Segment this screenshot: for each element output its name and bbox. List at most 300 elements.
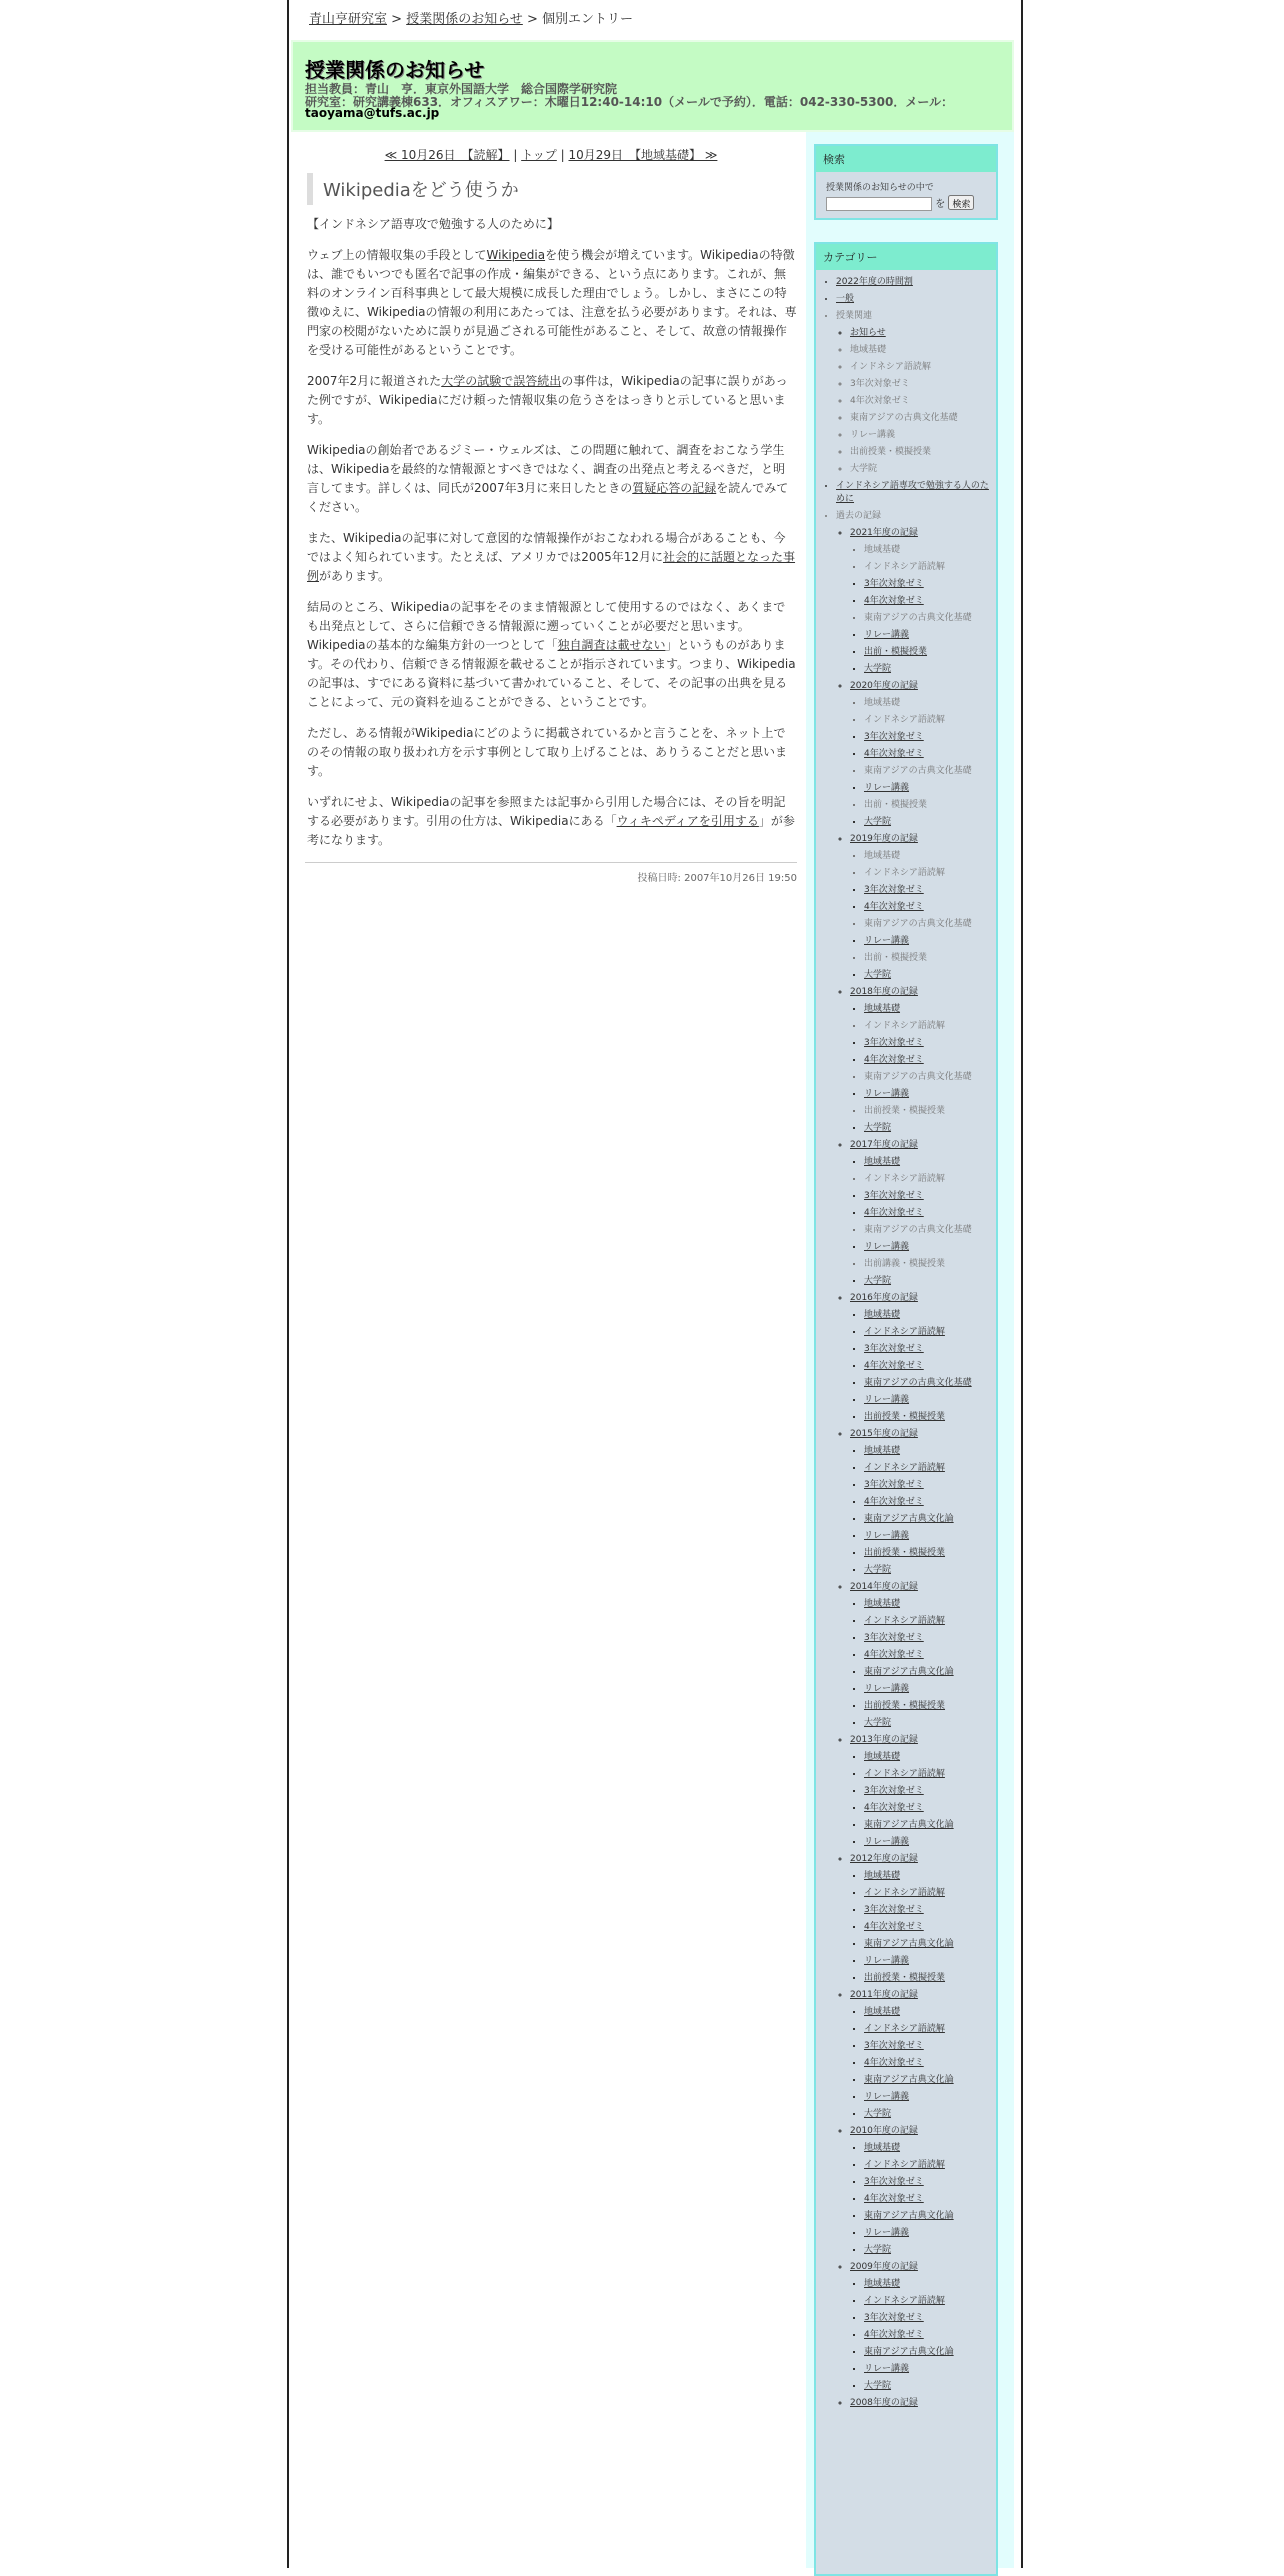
- paragraph-text: を読んでみてください。: [307, 481, 789, 514]
- social-case-link[interactable]: 社会的に話題となった事例: [307, 550, 796, 583]
- year-subcategory-item[interactable]: [864, 1868, 996, 1885]
- year-item-link[interactable]: 2019年度の記録: [850, 834, 918, 844]
- paragraph-text: いずれにせよ、Wikipediaの記事を参照または記事から引用した場合には、その旨を明記する必要があります。引用の仕方は、Wikipediaにある「: [307, 795, 786, 828]
- year-subcategory-item-link[interactable]: リレー講義: [864, 1837, 910, 1847]
- year-item[interactable]: [850, 2259, 996, 2395]
- year-subcategory-item[interactable]: [864, 627, 996, 644]
- year-subcategory-item-link[interactable]: 4年次対象ゼミ: [864, 2058, 924, 2068]
- site-banner: [291, 40, 1014, 132]
- year-subcategory-item-link[interactable]: 地域基礎: [864, 1752, 901, 1762]
- entry-paragraph: [307, 529, 797, 586]
- search-suffix: を: [935, 199, 946, 210]
- entry-paragraph: [307, 793, 797, 850]
- year-item[interactable]: [850, 1579, 996, 1732]
- year-item-link[interactable]: 2013年度の記録: [850, 1735, 918, 1745]
- year-subcategory-item[interactable]: [864, 1307, 996, 1324]
- teacher-info: 担当教員：青山 亨．東京外国語大学 総合国際学研究院: [305, 82, 618, 96]
- year-subcategory-item: [864, 797, 996, 814]
- year-subcategory-item[interactable]: [864, 1409, 996, 1426]
- year-subcategory-item[interactable]: [864, 1800, 996, 1817]
- year-subcategory-item[interactable]: [864, 2004, 996, 2021]
- year-subcategory-list: [850, 2276, 996, 2395]
- category-item-label: 授業関連: [836, 311, 873, 321]
- year-subcategory-item[interactable]: [864, 746, 996, 763]
- year-subcategory-item[interactable]: [864, 814, 996, 831]
- year-subcategory-item-link[interactable]: 4年次対象ゼミ: [864, 1922, 924, 1932]
- year-subcategory-item: [864, 1069, 996, 1086]
- nav-separator: |: [556, 148, 569, 162]
- year-subcategory-item-label: 出前講義・模擬授業: [864, 1259, 946, 1269]
- year-subcategory-item-label: 地域基礎: [864, 545, 901, 555]
- year-subcategory-item-link[interactable]: 3年次対象ゼミ: [864, 579, 924, 589]
- year-subcategory-item-link[interactable]: 大学院: [864, 664, 892, 674]
- paragraph-text: 」が参考になります。: [307, 814, 795, 847]
- year-subcategory-item-link[interactable]: 地域基礎: [864, 2279, 901, 2289]
- year-subcategory-item-link[interactable]: インドネシア語読解: [864, 1327, 945, 1337]
- category-item-label: 過去の記録: [836, 511, 882, 521]
- year-item[interactable]: [850, 831, 996, 984]
- year-subcategory-item[interactable]: [864, 1358, 996, 1375]
- year-subcategory-item-link[interactable]: 地域基礎: [864, 1310, 901, 1320]
- year-subcategory-item-link[interactable]: リレー講義: [864, 1531, 910, 1541]
- year-subcategory-item[interactable]: [864, 1477, 996, 1494]
- year-subcategory-item[interactable]: [864, 2310, 996, 2327]
- email-info: taoyama@tufs.ac.jp: [305, 106, 440, 120]
- year-subcategory-item: [864, 695, 996, 712]
- year-subcategory-item[interactable]: [864, 1392, 996, 1409]
- year-subcategory-item[interactable]: [864, 644, 996, 661]
- year-subcategory-item: [864, 1018, 996, 1035]
- year-subcategory-item: [864, 1103, 996, 1120]
- subcategory-item-label: 東南アジアの古典文化基礎: [850, 413, 958, 423]
- year-subcategory-item[interactable]: [864, 1698, 996, 1715]
- year-subcategory-item-link[interactable]: リレー講義: [864, 630, 910, 640]
- year-subcategory-item[interactable]: [864, 1902, 996, 1919]
- year-subcategory-item[interactable]: [864, 899, 996, 916]
- year-subcategory-item-link[interactable]: 大学院: [864, 817, 892, 827]
- breadcrumb: [309, 8, 633, 27]
- year-subcategory-item: [864, 848, 996, 865]
- year-subcategory-item-link[interactable]: 4年次対象ゼミ: [864, 1055, 924, 1065]
- subcategory-item-label: 3年次対象ゼミ: [850, 379, 910, 389]
- entry-paragraph: ただし、ある情報がWikipediaにどのように掲載されているかと言うことを、ネット上でのその情報の取り扱われ方を示す事例として取り上げることは、ありうることだと思います。: [307, 726, 788, 778]
- category-box: [814, 242, 998, 2576]
- year-subcategory-list: [850, 1307, 996, 1426]
- year-subcategory-item[interactable]: [864, 1715, 996, 1732]
- year-subcategory-list: [850, 1596, 996, 1732]
- year-subcategory-item[interactable]: [864, 729, 996, 746]
- subcategory-item[interactable]: [850, 325, 996, 342]
- year-subcategory-item-link[interactable]: 大学院: [864, 2109, 892, 2119]
- year-subcategory-item-label: 東南アジアの古典文化基礎: [864, 1225, 972, 1235]
- year-item[interactable]: [850, 678, 996, 831]
- year-subcategory-item[interactable]: [864, 1324, 996, 1341]
- year-subcategory-item-link[interactable]: 4年次対象ゼミ: [864, 596, 924, 606]
- year-subcategory-item-label: 出前授業・模擬授業: [864, 1106, 946, 1116]
- category-item-link[interactable]: 2022年度の時間割: [836, 277, 913, 287]
- year-item-link[interactable]: 2012年度の記録: [850, 1854, 918, 1864]
- year-item-link[interactable]: 2017年度の記録: [850, 1140, 918, 1150]
- year-subcategory-item[interactable]: [864, 1647, 996, 1664]
- subcategory-item: [850, 376, 996, 393]
- category-item[interactable]: [836, 291, 996, 308]
- year-subcategory-item[interactable]: [864, 1528, 996, 1545]
- year-subcategory-item-label: インドネシア語読解: [864, 562, 945, 572]
- year-subcategory-item-link[interactable]: 4年次対象ゼミ: [864, 749, 924, 759]
- year-subcategory-item[interactable]: [864, 1052, 996, 1069]
- year-subcategory-list: [850, 695, 996, 831]
- year-subcategory-item[interactable]: [864, 780, 996, 797]
- year-subcategory-item-label: 出前・模擬授業: [864, 953, 928, 963]
- year-subcategory-item-link[interactable]: 4年次対象ゼミ: [864, 2194, 924, 2204]
- year-subcategory-item[interactable]: [864, 1511, 996, 1528]
- year-subcategory-item-link[interactable]: 3年次対象ゼミ: [864, 2313, 924, 2323]
- subcategory-item: [850, 410, 996, 427]
- year-subcategory-item-link[interactable]: インドネシア語読解: [864, 1888, 945, 1898]
- year-subcategory-list: [850, 1443, 996, 1579]
- breadcrumb-category-link[interactable]: 授業関係のお知らせ: [406, 12, 523, 27]
- year-item[interactable]: [850, 2123, 996, 2259]
- subcategory-item: [850, 461, 996, 478]
- main-content: [305, 146, 797, 884]
- year-subcategory-item-link[interactable]: インドネシア語読解: [864, 1616, 945, 1626]
- subcategory-item: [850, 427, 996, 444]
- subcategory-item-label: 地域基礎: [850, 345, 887, 355]
- year-item[interactable]: [850, 1851, 996, 1987]
- year-item[interactable]: [850, 1290, 996, 1426]
- year-subcategory-item[interactable]: [864, 2038, 996, 2055]
- year-subcategory-item-label: 地域基礎: [864, 851, 901, 861]
- year-subcategory-item-link[interactable]: 3年次対象ゼミ: [864, 1786, 924, 1796]
- year-subcategory-item-link[interactable]: 地域基礎: [864, 1157, 901, 1167]
- year-subcategory-item[interactable]: [864, 1035, 996, 1052]
- year-subcategory-item[interactable]: [864, 933, 996, 950]
- prev-entry-link[interactable]: ≪ 10月26日 【読解】: [384, 148, 510, 162]
- year-subcategory-item[interactable]: [864, 967, 996, 984]
- year-subcategory-item[interactable]: [864, 2378, 996, 2395]
- year-subcategory-item-link[interactable]: 東南アジア古典文化論: [864, 2075, 954, 2085]
- page-container: [287, 0, 1023, 2568]
- year-subcategory-item-link[interactable]: 地域基礎: [864, 1446, 901, 1456]
- category-item: [836, 308, 996, 478]
- year-item-link[interactable]: 2015年度の記録: [850, 1429, 918, 1439]
- year-subcategory-item-link[interactable]: リレー講義: [864, 783, 910, 793]
- year-subcategory-item-link[interactable]: リレー講義: [864, 2092, 910, 2102]
- year-subcategory-item-link[interactable]: 4年次対象ゼミ: [864, 1803, 924, 1813]
- entry-title: Wikipediaをどう使うか: [307, 173, 797, 205]
- entry-paragraph: [307, 441, 797, 517]
- posted-date: 投稿日時: 2007年10月26日 19:50: [305, 862, 797, 884]
- year-subcategory-item-label: 地域基礎: [864, 698, 901, 708]
- paragraph-text: ウェブ上の情報収集の手段として: [307, 248, 487, 262]
- year-subcategory-item-link[interactable]: リレー講義: [864, 1395, 910, 1405]
- year-subcategory-item-link[interactable]: 東南アジアの古典文化基礎: [864, 1378, 972, 1388]
- year-subcategory-item[interactable]: [864, 1885, 996, 1902]
- category-item-link[interactable]: インドネシア語専攻で勉強する人のために: [836, 481, 989, 504]
- year-subcategory-item-link[interactable]: 3年次対象ゼミ: [864, 1480, 924, 1490]
- year-subcategory-item[interactable]: [864, 1664, 996, 1681]
- year-subcategory-list: [850, 2004, 996, 2123]
- search-input[interactable]: [826, 197, 932, 211]
- year-subcategory-item-link[interactable]: 3年次対象ゼミ: [864, 1191, 924, 1201]
- breadcrumb-home-link[interactable]: 青山亨研究室: [309, 12, 388, 27]
- year-subcategory-item-label: 出前・模擬授業: [864, 800, 928, 810]
- year-subcategory-item[interactable]: [864, 1817, 996, 1834]
- entry-paragraph: [307, 372, 797, 429]
- year-subcategory-item[interactable]: [864, 576, 996, 593]
- year-subcategory-item[interactable]: [864, 2055, 996, 2072]
- subcategory-item-label: インドネシア語読解: [850, 362, 931, 372]
- category-item-link[interactable]: 一般: [836, 294, 855, 304]
- year-subcategory-item[interactable]: [864, 1613, 996, 1630]
- year-subcategory-item[interactable]: [864, 2174, 996, 2191]
- year-subcategory-item-link[interactable]: 4年次対象ゼミ: [864, 1361, 924, 1371]
- category-item[interactable]: [836, 274, 996, 291]
- subcategory-item: [850, 359, 996, 376]
- year-subcategory-item[interactable]: [864, 1001, 996, 1018]
- year-subcategory-item-link[interactable]: 東南アジア古典文化論: [864, 1667, 954, 1677]
- year-subcategory-item[interactable]: [864, 1953, 996, 1970]
- year-subcategory-item-link[interactable]: 東南アジア古典文化論: [864, 2211, 954, 2221]
- year-item[interactable]: [850, 1137, 996, 1290]
- office-info: 研究室：研究講義棟633．オフィスアワー：木曜日12:40-14:10（メールで予約）．電話：042-330-5300．メール：: [305, 95, 954, 109]
- year-subcategory-item-link[interactable]: 出前授業・模擬授業: [864, 1412, 946, 1422]
- qa-record-link[interactable]: 質疑応答の記録: [632, 481, 717, 495]
- search-box: [814, 144, 998, 220]
- year-list: [836, 525, 996, 2412]
- year-subcategory-item-link[interactable]: リレー講義: [864, 2364, 910, 2374]
- year-item-link[interactable]: 2011年度の記録: [850, 1990, 918, 2000]
- year-subcategory-item[interactable]: [864, 1154, 996, 1171]
- year-item[interactable]: [850, 2395, 996, 2412]
- year-subcategory-item[interactable]: [864, 2021, 996, 2038]
- year-subcategory-item[interactable]: [864, 2191, 996, 2208]
- entry-paragraph: [307, 598, 797, 712]
- year-subcategory-list: [850, 1868, 996, 1987]
- year-subcategory-item[interactable]: [864, 1545, 996, 1562]
- year-subcategory-item-link[interactable]: 地域基礎: [864, 1599, 901, 1609]
- search-button[interactable]: 検索: [948, 195, 974, 210]
- year-subcategory-item[interactable]: [864, 2361, 996, 2378]
- year-item-link[interactable]: 2010年度の記録: [850, 2126, 918, 2136]
- year-item-link[interactable]: 2020年度の記録: [850, 681, 918, 691]
- year-subcategory-item[interactable]: [864, 2242, 996, 2259]
- year-subcategory-item-link[interactable]: 3年次対象ゼミ: [864, 1038, 924, 1048]
- year-subcategory-item-link[interactable]: 出前授業・模擬授業: [864, 1701, 946, 1711]
- year-subcategory-item[interactable]: [864, 1494, 996, 1511]
- year-subcategory-item: [864, 763, 996, 780]
- year-subcategory-item-link[interactable]: 出前授業・模擬授業: [864, 1973, 946, 1983]
- year-subcategory-item-link[interactable]: 東南アジア古典文化論: [864, 1820, 954, 1830]
- citing-wikipedia-link[interactable]: ウィキペディアを引用する: [616, 814, 759, 828]
- year-subcategory-item: [864, 559, 996, 576]
- year-subcategory-item[interactable]: [864, 1681, 996, 1698]
- year-subcategory-item[interactable]: [864, 2293, 996, 2310]
- year-subcategory-item-link[interactable]: インドネシア語読解: [864, 1769, 945, 1779]
- year-subcategory-item: [864, 1171, 996, 1188]
- paragraph-text: を使う機会が増えています。Wikipediaの特徴は、誰でもいつでも匿名で記事の作成・編集ができる、という点にあります。これが、無料のオンライン百科事典として最大規模に成長した理由でしょう。しかし、まさにこの特徴ゆえに、Wikipediaの情報の利用にあたっては、注意を払う必要があります。それは、専門家の校閲がないために誤りが見過ごされる可能性があること、そして、故意の情報操作を受ける可能性があるということです。: [307, 248, 797, 357]
- year-subcategory-item-link[interactable]: インドネシア語読解: [864, 2024, 945, 2034]
- year-subcategory-item-link[interactable]: 大学院: [864, 1123, 892, 1133]
- subcategory-item: [850, 444, 996, 461]
- category-list: [816, 274, 996, 2412]
- year-subcategory-item[interactable]: [864, 2089, 996, 2106]
- paragraph-text: 結局のところ、Wikipediaの記事をそのまま情報源として使用するのではなく、あくまでも出発点として、さらに信頼できる情報源に遡っていくことが必要だと思います。Wikipediaの基本的な編集方針の一つとして「: [307, 600, 786, 652]
- year-subcategory-item-link[interactable]: 出前授業・模擬授業: [864, 1548, 946, 1558]
- year-subcategory-item[interactable]: [864, 1919, 996, 1936]
- year-subcategory-item-link[interactable]: 地域基礎: [864, 2007, 901, 2017]
- year-subcategory-item: [864, 712, 996, 729]
- exam-incident-link[interactable]: 大学の試験で誤答続出: [441, 374, 562, 388]
- year-subcategory-item[interactable]: [864, 2072, 996, 2089]
- year-item[interactable]: [850, 525, 996, 678]
- year-subcategory-item-link[interactable]: インドネシア語読解: [864, 2160, 945, 2170]
- year-subcategory-item[interactable]: [864, 2157, 996, 2174]
- year-subcategory-item-label: インドネシア語読解: [864, 868, 945, 878]
- year-subcategory-item-link[interactable]: 東南アジア古典文化論: [864, 2347, 954, 2357]
- year-subcategory-item[interactable]: [864, 1443, 996, 1460]
- year-item-link[interactable]: 2009年度の記録: [850, 2262, 918, 2272]
- year-subcategory-item-link[interactable]: 大学院: [864, 1718, 892, 1728]
- year-subcategory-item-link[interactable]: 3年次対象ゼミ: [864, 732, 924, 742]
- subcategory-item-link[interactable]: お知らせ: [850, 328, 886, 338]
- year-subcategory-item-link[interactable]: リレー講義: [864, 1089, 910, 1099]
- year-subcategory-item-link[interactable]: 4年次対象ゼミ: [864, 2330, 924, 2340]
- year-subcategory-item[interactable]: [864, 1936, 996, 1953]
- year-subcategory-item[interactable]: [864, 2106, 996, 2123]
- year-subcategory-item[interactable]: [864, 1783, 996, 1800]
- year-subcategory-item: [864, 1222, 996, 1239]
- year-subcategory-item[interactable]: [864, 661, 996, 678]
- year-subcategory-item-link[interactable]: リレー講義: [864, 1956, 910, 1966]
- year-subcategory-item[interactable]: [864, 1562, 996, 1579]
- year-subcategory-item-link[interactable]: 3年次対象ゼミ: [864, 885, 924, 895]
- year-subcategory-item: [864, 950, 996, 967]
- year-subcategory-item-link[interactable]: 4年次対象ゼミ: [864, 1497, 924, 1507]
- year-subcategory-item-link[interactable]: 大学院: [864, 1565, 892, 1575]
- year-item-link[interactable]: 2008年度の記録: [850, 2398, 918, 2408]
- year-subcategory-item[interactable]: [864, 2327, 996, 2344]
- year-subcategory-list: [850, 2140, 996, 2259]
- year-subcategory-item-link[interactable]: 3年次対象ゼミ: [864, 2177, 924, 2187]
- year-subcategory-item[interactable]: [864, 593, 996, 610]
- year-subcategory-item-link[interactable]: 地域基礎: [864, 1004, 901, 1014]
- entry-paragraph: [307, 246, 797, 360]
- year-subcategory-item[interactable]: [864, 1341, 996, 1358]
- year-item[interactable]: [850, 1426, 996, 1579]
- year-subcategory-item[interactable]: [864, 1086, 996, 1103]
- year-subcategory-item-label: インドネシア語読解: [864, 715, 945, 725]
- year-subcategory-item[interactable]: [864, 2140, 996, 2157]
- year-subcategory-item[interactable]: [864, 1970, 996, 1987]
- year-subcategory-item-link[interactable]: 地域基礎: [864, 1871, 901, 1881]
- year-subcategory-item-link[interactable]: リレー講義: [864, 1684, 910, 1694]
- paragraph-text: また、Wikipediaの記事に対して意図的な情報操作がおこなわれる場合があることも、今ではよく知られています。たとえば、アメリカでは2005年12月に: [307, 531, 786, 564]
- year-subcategory-item[interactable]: [864, 1766, 996, 1783]
- year-subcategory-item-link[interactable]: 出前・模擬授業: [864, 647, 928, 657]
- year-subcategory-item[interactable]: [864, 882, 996, 899]
- no-original-research-link[interactable]: 独自調査は載せない: [557, 638, 666, 652]
- year-subcategory-item-link[interactable]: 4年次対象ゼミ: [864, 1650, 924, 1660]
- wikipedia-link[interactable]: Wikipedia: [486, 248, 546, 262]
- subcategory-item-label: リレー講義: [850, 430, 896, 440]
- year-subcategory-item-link[interactable]: 4年次対象ゼミ: [864, 1208, 924, 1218]
- year-subcategory-item-link[interactable]: リレー講義: [864, 936, 910, 946]
- year-subcategory-item[interactable]: [864, 1375, 996, 1392]
- top-link[interactable]: トップ: [521, 148, 557, 162]
- year-subcategory-list: [850, 848, 996, 984]
- year-subcategory-item-link[interactable]: インドネシア語読解: [864, 2296, 945, 2306]
- year-subcategory-item-link[interactable]: 4年次対象ゼミ: [864, 902, 924, 912]
- subcategory-item: [850, 393, 996, 410]
- year-subcategory-item[interactable]: [864, 1120, 996, 1137]
- year-subcategory-item[interactable]: [864, 1630, 996, 1647]
- year-subcategory-item[interactable]: [864, 2225, 996, 2242]
- site-title: 授業関係のお知らせ: [305, 58, 485, 82]
- year-item-link[interactable]: 2014年度の記録: [850, 1582, 918, 1592]
- category-item: [836, 508, 996, 2412]
- year-subcategory-item-link[interactable]: 3年次対象ゼミ: [864, 1633, 924, 1643]
- next-entry-link[interactable]: 10月29日 【地域基礎】 ≫: [568, 148, 718, 162]
- year-subcategory-item-link[interactable]: 3年次対象ゼミ: [864, 2041, 924, 2051]
- year-subcategory-item-link[interactable]: 3年次対象ゼミ: [864, 1344, 924, 1354]
- year-item-link[interactable]: 2021年度の記録: [850, 528, 918, 538]
- year-subcategory-item-link[interactable]: 地域基礎: [864, 2143, 901, 2153]
- year-subcategory-item[interactable]: [864, 1205, 996, 1222]
- year-subcategory-item-link[interactable]: 大学院: [864, 1276, 892, 1286]
- year-item-link[interactable]: 2016年度の記録: [850, 1293, 918, 1303]
- year-subcategory-item[interactable]: [864, 1749, 996, 1766]
- year-subcategory-item: [864, 1256, 996, 1273]
- sidebar: [806, 132, 1014, 2568]
- category-item[interactable]: [836, 478, 996, 508]
- breadcrumb-separator: >: [387, 12, 407, 27]
- year-subcategory-item[interactable]: [864, 1834, 996, 1851]
- year-subcategory-list: [850, 542, 996, 678]
- year-subcategory-item[interactable]: [864, 2276, 996, 2293]
- year-subcategory-item[interactable]: [864, 1239, 996, 1256]
- year-item[interactable]: [850, 1987, 996, 2123]
- year-subcategory-item[interactable]: [864, 2344, 996, 2361]
- year-item[interactable]: [850, 1732, 996, 1851]
- year-item[interactable]: [850, 984, 996, 1137]
- category-heading: カテゴリー: [816, 244, 996, 270]
- paragraph-text: の事件は，Wikipediaの記事に誤りがあった例ですが、Wikipediaにだけ頼った情報収集の危うさをはっきりと示していると思います。: [307, 374, 788, 426]
- year-subcategory-item[interactable]: [864, 1460, 996, 1477]
- year-subcategory-item[interactable]: [864, 1596, 996, 1613]
- year-subcategory-item: [864, 916, 996, 933]
- year-subcategory-item-link[interactable]: 大学院: [864, 2245, 892, 2255]
- year-item-link[interactable]: 2018年度の記録: [850, 987, 918, 997]
- year-subcategory-item-label: インドネシア語読解: [864, 1174, 945, 1184]
- year-subcategory-item[interactable]: [864, 1273, 996, 1290]
- year-subcategory-item[interactable]: [864, 2208, 996, 2225]
- year-subcategory-item-link[interactable]: 3年次対象ゼミ: [864, 1905, 924, 1915]
- year-subcategory-item-link[interactable]: 大学院: [864, 2381, 892, 2391]
- year-subcategory-item-label: インドネシア語読解: [864, 1021, 945, 1031]
- year-subcategory-list: [850, 1154, 996, 1290]
- subcategory-list: [836, 325, 996, 478]
- year-subcategory-item: [864, 542, 996, 559]
- year-subcategory-item[interactable]: [864, 1188, 996, 1205]
- year-subcategory-item-link[interactable]: 東南アジア古典文化論: [864, 1514, 954, 1524]
- year-subcategory-item-link[interactable]: 東南アジア古典文化論: [864, 1939, 954, 1949]
- year-subcategory-item-link[interactable]: リレー講義: [864, 2228, 910, 2238]
- year-subcategory-item-link[interactable]: リレー講義: [864, 1242, 910, 1252]
- year-subcategory-item-link[interactable]: 大学院: [864, 970, 892, 980]
- year-subcategory-item: [864, 865, 996, 882]
- year-subcategory-item-link[interactable]: インドネシア語読解: [864, 1463, 945, 1473]
